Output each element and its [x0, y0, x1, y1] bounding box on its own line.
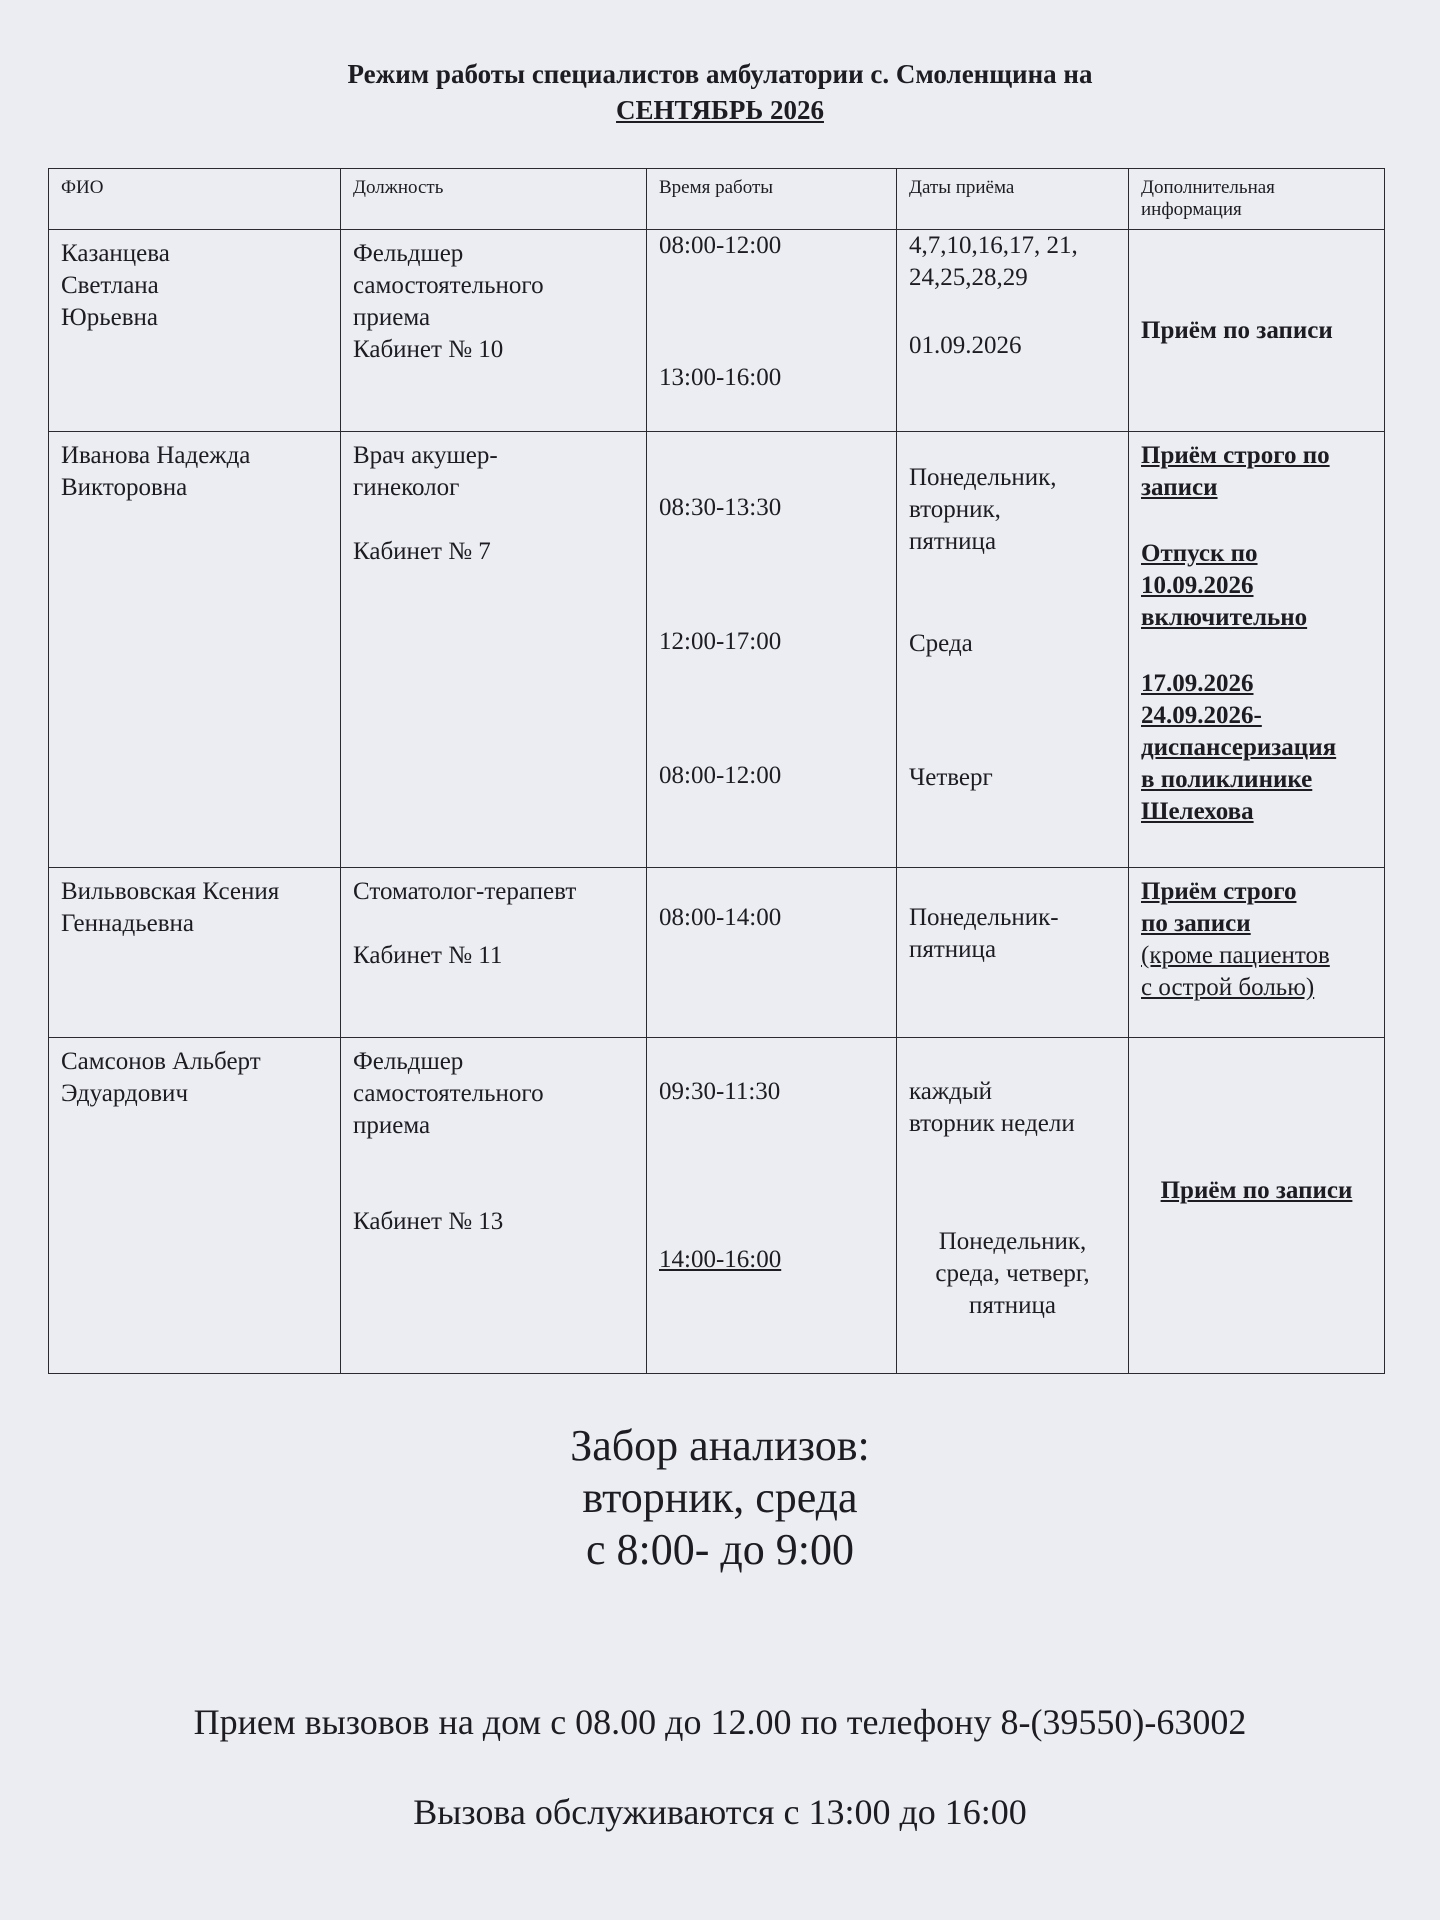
work-time: 08:00-14:00 — [659, 904, 782, 931]
reception-dates: Четверг — [909, 764, 993, 791]
doctor-position: Фельдшер самостоятельного приема Кабинет № 10 — [353, 240, 544, 363]
doctor-position: Стоматолог-терапевт Кабинет № 11 — [353, 878, 577, 969]
table-row — [49, 1038, 1385, 1374]
reception-dates: 01.09.2026 — [909, 332, 1022, 359]
reception-dates: каждый вторник недели — [909, 1078, 1075, 1137]
doctor-name: Вильвовская Ксения Геннадьевна — [61, 878, 280, 937]
info-text: Приём по записи — [1141, 316, 1333, 344]
work-time: 08:00-12:00 — [659, 232, 782, 259]
info-text: Приём по записи — [1160, 1176, 1353, 1204]
work-time: 08:30-13:30 — [659, 494, 782, 521]
info-text: 17.09.2026 24.09.2026- диспансеризация в поликлинике Шелехова — [1141, 670, 1337, 825]
table-row — [49, 230, 1385, 432]
work-time: 08:00-12:00 — [659, 762, 782, 789]
header-position: Должность — [341, 169, 647, 230]
page-title — [0, 56, 1440, 128]
doctor-name: Иванова Надежда Викторовна — [61, 442, 251, 501]
house-calls-notice: Прием вызовов на дом с 08.00 до 12.00 по телефону 8-(39550)-63002 — [193, 1702, 1247, 1742]
work-time: 14:00-16:00 — [659, 1246, 782, 1273]
reception-dates: Понедельник, среда, четверг, пятница — [935, 1228, 1090, 1319]
analysis-notice — [0, 1420, 1440, 1576]
info-text: (кроме пациентов с острой болью) — [1141, 942, 1330, 1001]
analysis-title: Забор анализов: — [570, 1421, 870, 1470]
doctor-position: Фельдшер самостоятельного приема Кабинет № 13 — [353, 1048, 544, 1235]
doctor-position: Врач акушер- гинеколог Кабинет № 7 — [353, 442, 498, 565]
header-dates: Даты приёма — [897, 169, 1129, 230]
reception-dates: 4,7,10,16,17, 21, 24,25,28,29 — [909, 232, 1078, 291]
reception-dates: Понедельник- пятница — [909, 904, 1059, 963]
info-text: Приём строго по записи — [1141, 442, 1330, 501]
header-fio: ФИО — [49, 169, 341, 230]
info-text: Приём строго по записи — [1141, 878, 1297, 937]
header-time: Время работы — [647, 169, 897, 230]
table-row — [49, 432, 1385, 868]
analysis-hours: с 8:00- до 9:00 — [585, 1525, 855, 1574]
work-time: 09:30-11:30 — [659, 1078, 781, 1105]
work-time: 12:00-17:00 — [659, 628, 782, 655]
reception-dates: Среда — [909, 630, 973, 657]
title-line: Режим работы специалистов амбулатории с. Смоленщина на — [347, 59, 1093, 89]
doctor-name: Казанцева Светлана Юрьевна — [61, 240, 170, 331]
schedule-table — [48, 168, 1385, 1374]
table-header-row — [49, 169, 1385, 230]
info-text: Отпуск по 10.09.2026 включительно — [1141, 540, 1308, 631]
house-calls-service-hours: Вызова обслуживаются с 13:00 до 16:00 — [413, 1792, 1027, 1832]
table-row — [49, 868, 1385, 1038]
analysis-days: вторник, среда — [582, 1473, 858, 1522]
work-time: 13:00-16:00 — [659, 364, 782, 391]
doctor-name: Самсонов Альберт Эдуардович — [61, 1048, 261, 1107]
header-info: Дополнительная информация — [1129, 169, 1385, 230]
reception-dates: Понедельник, вторник, пятница — [909, 464, 1057, 555]
title-month: СЕНТЯБРЬ 2026 — [616, 95, 824, 125]
